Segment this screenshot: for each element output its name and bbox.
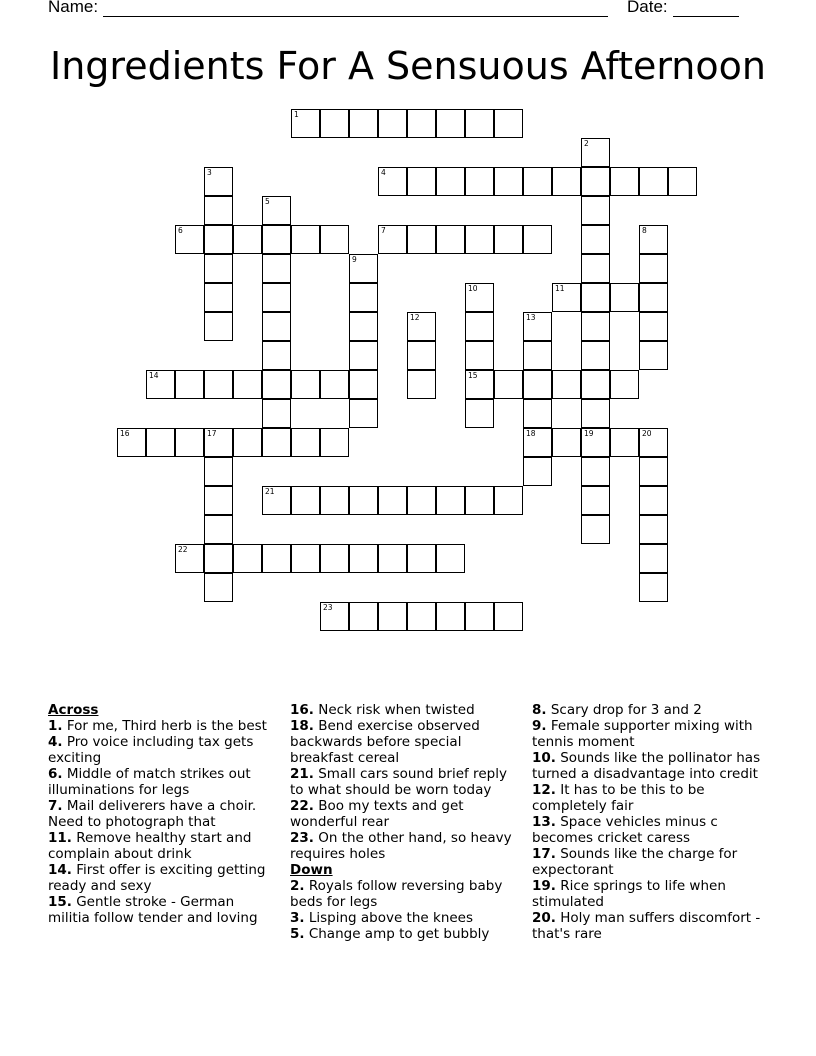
grid-cell[interactable] (291, 428, 320, 457)
grid-cell[interactable] (494, 225, 523, 254)
grid-cell[interactable] (523, 370, 552, 399)
grid-cell[interactable] (204, 544, 233, 573)
clue-number: 19 (584, 429, 594, 438)
clue-item-number: 8. (532, 702, 547, 718)
grid-cell[interactable] (407, 225, 436, 254)
grid-cell[interactable] (465, 486, 494, 515)
clue-item-text: Mail deliverers have a choir. Need to photograph that (48, 798, 257, 830)
clue-item-number: 19. (532, 878, 556, 894)
grid-cell[interactable] (407, 167, 436, 196)
grid-cell[interactable] (204, 486, 233, 515)
grid-cell[interactable] (349, 544, 378, 573)
clue-item-number: 18. (290, 718, 314, 734)
grid-cell[interactable] (146, 428, 175, 457)
grid-cell[interactable] (436, 167, 465, 196)
grid-cell[interactable] (465, 341, 494, 370)
grid-cell[interactable] (407, 109, 436, 138)
grid-cell[interactable] (320, 602, 349, 631)
grid-cell[interactable] (523, 312, 552, 341)
grid-cell[interactable] (436, 544, 465, 573)
grid-cell[interactable] (233, 370, 262, 399)
grid-cell[interactable] (639, 283, 668, 312)
clue-number: 23 (323, 603, 333, 612)
clue-item (48, 734, 278, 766)
clue-item-text: It has to be this to be completely fair (532, 782, 705, 814)
clue-item-number: 5. (290, 926, 305, 942)
grid-cell[interactable] (581, 370, 610, 399)
grid-cell[interactable] (581, 399, 610, 428)
grid-cell[interactable] (349, 312, 378, 341)
grid-cell[interactable] (639, 312, 668, 341)
grid-cell[interactable] (639, 225, 668, 254)
grid-cell[interactable] (349, 109, 378, 138)
clue-number: 3 (207, 168, 212, 177)
clue-item-text: First offer is exciting getting ready and sexy (48, 862, 266, 894)
grid-cell[interactable] (320, 544, 349, 573)
grid-cell[interactable] (291, 225, 320, 254)
grid-cell[interactable] (610, 167, 639, 196)
grid-cell[interactable] (610, 283, 639, 312)
grid-cell[interactable] (291, 370, 320, 399)
grid-cell[interactable] (639, 515, 668, 544)
grid-cell[interactable] (262, 486, 291, 515)
grid-cell[interactable] (262, 254, 291, 283)
grid-cell[interactable] (204, 254, 233, 283)
grid-cell[interactable] (320, 225, 349, 254)
date-label: Date: (627, 0, 668, 16)
clue-item-number: 17. (532, 846, 556, 862)
grid-cell[interactable] (581, 515, 610, 544)
grid-cell[interactable] (262, 196, 291, 225)
clue-item-text: On the other hand, so heavy requires holes (290, 830, 512, 862)
clues-section (0, 702, 816, 1032)
clue-item-text: Lisping above the knees (308, 910, 474, 926)
grid-cell[interactable] (204, 196, 233, 225)
grid-cell[interactable] (204, 312, 233, 341)
grid-cell[interactable] (262, 428, 291, 457)
clue-item (532, 702, 764, 718)
grid-cell[interactable] (146, 370, 175, 399)
grid-cell[interactable] (523, 341, 552, 370)
grid-cell[interactable] (407, 486, 436, 515)
grid-cell[interactable] (349, 341, 378, 370)
clue-item (290, 766, 522, 798)
grid-cell[interactable] (378, 109, 407, 138)
grid-cell[interactable] (552, 283, 581, 312)
grid-cell[interactable] (407, 602, 436, 631)
clue-item-number: 11. (48, 830, 72, 846)
grid-cell[interactable] (204, 457, 233, 486)
grid-cell[interactable] (233, 544, 262, 573)
clue-number: 21 (265, 487, 275, 496)
grid-cell[interactable] (581, 283, 610, 312)
clue-item-text: Middle of match strikes out illuminations for legs (48, 766, 251, 798)
grid-cell[interactable] (581, 138, 610, 167)
clue-item (290, 718, 522, 766)
clue-item-text: Change amp to get bubbly (308, 926, 490, 942)
grid-cell[interactable] (639, 486, 668, 515)
clue-number: 13 (526, 313, 536, 322)
clue-item (532, 718, 764, 750)
clue-item (48, 798, 278, 830)
grid-cell[interactable] (465, 109, 494, 138)
grid-cell[interactable] (117, 428, 146, 457)
grid-cell[interactable] (581, 225, 610, 254)
clue-number: 9 (352, 255, 357, 264)
clue-number: 2 (584, 139, 589, 148)
clue-item-number: 22. (290, 798, 314, 814)
across-heading: Across (48, 702, 99, 718)
grid-cell[interactable] (639, 573, 668, 602)
grid-cell[interactable] (233, 428, 262, 457)
grid-cell[interactable] (262, 341, 291, 370)
clue-item-number: 12. (532, 782, 556, 798)
grid-cell[interactable] (349, 399, 378, 428)
grid-cell[interactable] (175, 370, 204, 399)
clue-item-number: 2. (290, 878, 305, 894)
grid-cell[interactable] (175, 428, 204, 457)
clue-item-text: Holy man suffers discomfort - that's rare (532, 910, 761, 942)
clue-item (290, 926, 522, 942)
name-label: Name: (48, 0, 99, 16)
clue-item (48, 718, 278, 734)
clue-item-number: 3. (290, 910, 305, 926)
grid-cell[interactable] (639, 254, 668, 283)
clue-number: 10 (468, 284, 478, 293)
grid-cell[interactable] (407, 370, 436, 399)
clue-item-text: Pro voice including tax gets exciting (48, 734, 254, 766)
clue-item-text: Royals follow reversing baby beds for legs (290, 878, 503, 910)
clue-item-number: 1. (48, 718, 63, 734)
clue-number: 15 (468, 371, 478, 380)
clue-item (48, 862, 278, 894)
clue-number: 6 (178, 226, 183, 235)
clue-item-number: 7. (48, 798, 63, 814)
clue-item (290, 702, 522, 718)
grid-cell[interactable] (523, 399, 552, 428)
clue-item-text: Boo my texts and get wonderful rear (290, 798, 464, 830)
clue-item (290, 830, 522, 862)
clue-item (532, 878, 764, 910)
grid-cell[interactable] (436, 109, 465, 138)
clue-item-number: 9. (532, 718, 547, 734)
clue-number: 4 (381, 168, 386, 177)
grid-cell[interactable] (378, 602, 407, 631)
grid-cell[interactable] (494, 370, 523, 399)
grid-cell[interactable] (291, 486, 320, 515)
clue-number: 7 (381, 226, 386, 235)
clue-item-number: 20. (532, 910, 556, 926)
grid-cell[interactable] (320, 428, 349, 457)
clue-item-number: 4. (48, 734, 63, 750)
grid-cell[interactable] (552, 370, 581, 399)
grid-cell[interactable] (320, 486, 349, 515)
grid-cell[interactable] (552, 167, 581, 196)
clue-item (532, 750, 764, 782)
grid-cell[interactable] (175, 544, 204, 573)
grid-cell[interactable] (668, 167, 697, 196)
clue-item-text: Female supporter mixing with tennis moment (532, 718, 753, 750)
clue-item (290, 798, 522, 830)
grid-cell[interactable] (204, 428, 233, 457)
grid-cell[interactable] (639, 457, 668, 486)
clue-item-number: 15. (48, 894, 72, 910)
grid-cell[interactable] (581, 428, 610, 457)
down-heading: Down (290, 862, 333, 878)
grid-cell[interactable] (639, 341, 668, 370)
grid-cell[interactable] (378, 486, 407, 515)
clue-item-text: Bend exercise observed backwards before special breakfast cereal (290, 718, 480, 766)
clue-item-text: Scary drop for 3 and 2 (550, 702, 702, 718)
grid-cell[interactable] (494, 167, 523, 196)
grid-cell[interactable] (581, 254, 610, 283)
grid-cell[interactable] (378, 167, 407, 196)
clue-number: 16 (120, 429, 130, 438)
grid-cell[interactable] (291, 544, 320, 573)
grid-cell[interactable] (552, 428, 581, 457)
grid-cell[interactable] (581, 167, 610, 196)
clues-column-3 (532, 702, 764, 942)
grid-cell[interactable] (494, 109, 523, 138)
grid-cell[interactable] (262, 283, 291, 312)
grid-cell[interactable] (262, 399, 291, 428)
grid-cell[interactable] (262, 370, 291, 399)
grid-cell[interactable] (465, 283, 494, 312)
grid-cell[interactable] (291, 109, 320, 138)
clue-item-text: Remove healthy start and complain about drink (48, 830, 252, 862)
clue-item-number: 6. (48, 766, 63, 782)
grid-cell[interactable] (523, 167, 552, 196)
clue-number: 1 (294, 110, 299, 119)
clue-item-number: 10. (532, 750, 556, 766)
clue-number: 20 (642, 429, 652, 438)
clue-item-text: Sounds like the charge for expectorant (532, 846, 738, 878)
grid-cell[interactable] (436, 602, 465, 631)
clue-item-text: Neck risk when twisted (318, 702, 475, 718)
grid-cell[interactable] (465, 370, 494, 399)
clue-item-text: Sounds like the pollinator has turned a disadvantage into credit (532, 750, 761, 782)
grid-cell[interactable] (349, 602, 378, 631)
grid-cell[interactable] (262, 544, 291, 573)
grid-cell[interactable] (465, 312, 494, 341)
grid-cell[interactable] (581, 341, 610, 370)
grid-cell[interactable] (494, 602, 523, 631)
clue-item-number: 23. (290, 830, 314, 846)
grid-cell[interactable] (465, 167, 494, 196)
grid-cell[interactable] (407, 544, 436, 573)
clue-number: 18 (526, 429, 536, 438)
clue-item (48, 766, 278, 798)
grid-cell[interactable] (407, 341, 436, 370)
clue-number: 8 (642, 226, 647, 235)
grid-cell[interactable] (204, 515, 233, 544)
grid-cell[interactable] (233, 225, 262, 254)
clue-item-text: Small cars sound brief reply to what should be worn today (290, 766, 507, 798)
clue-number: 11 (555, 284, 565, 293)
clue-item-text: Gentle stroke - German militia follow tender and loving (48, 894, 258, 926)
clue-item (290, 910, 522, 926)
grid-cell[interactable] (581, 457, 610, 486)
clue-number: 17 (207, 429, 217, 438)
grid-cell[interactable] (320, 370, 349, 399)
grid-cell[interactable] (175, 225, 204, 254)
grid-cell[interactable] (639, 544, 668, 573)
clue-item (532, 782, 764, 814)
grid-cell[interactable] (349, 283, 378, 312)
clue-item-number: 21. (290, 766, 314, 782)
grid-cell[interactable] (204, 225, 233, 254)
grid-cell[interactable] (349, 486, 378, 515)
clue-number: 22 (178, 545, 188, 554)
grid-cell[interactable] (204, 370, 233, 399)
clue-item (532, 846, 764, 878)
grid-cell[interactable] (407, 312, 436, 341)
clue-item-text: Space vehicles minus c becomes cricket caress (532, 814, 718, 846)
grid-cell[interactable] (639, 167, 668, 196)
clue-number: 14 (149, 371, 159, 380)
grid-cell[interactable] (494, 486, 523, 515)
clues-column-1 (48, 702, 278, 926)
grid-cell[interactable] (523, 457, 552, 486)
grid-cell[interactable] (639, 428, 668, 457)
grid-cell[interactable] (523, 225, 552, 254)
grid-cell[interactable] (204, 167, 233, 196)
clue-number: 5 (265, 197, 270, 206)
grid-cell[interactable] (610, 428, 639, 457)
grid-cell[interactable] (262, 225, 291, 254)
clue-item (290, 878, 522, 910)
grid-cell[interactable] (204, 573, 233, 602)
grid-cell[interactable] (349, 370, 378, 399)
grid-cell[interactable] (262, 312, 291, 341)
clues-column-2 (290, 702, 522, 942)
grid-cell[interactable] (610, 370, 639, 399)
grid-cell[interactable] (204, 283, 233, 312)
clue-item-text: For me, Third herb is the best (66, 718, 267, 734)
grid-cell[interactable] (349, 254, 378, 283)
grid-cell[interactable] (581, 312, 610, 341)
clue-number: 12 (410, 313, 420, 322)
grid-cell[interactable] (581, 196, 610, 225)
grid-cell[interactable] (465, 399, 494, 428)
grid-cell[interactable] (378, 544, 407, 573)
grid-cell[interactable] (465, 225, 494, 254)
clue-item (532, 910, 764, 942)
clue-item-number: 16. (290, 702, 314, 718)
clue-item (48, 894, 278, 926)
grid-cell[interactable] (436, 225, 465, 254)
clue-item-number: 14. (48, 862, 72, 878)
grid-cell[interactable] (378, 225, 407, 254)
page-title: Ingredients For A Sensuous Afternoon (50, 44, 766, 88)
grid-cell[interactable] (581, 486, 610, 515)
clue-item (48, 830, 278, 862)
grid-cell[interactable] (523, 428, 552, 457)
clue-item (532, 814, 764, 846)
clue-item-text: Rice springs to life when stimulated (532, 878, 726, 910)
grid-cell[interactable] (465, 602, 494, 631)
grid-cell[interactable] (320, 109, 349, 138)
clue-item-number: 13. (532, 814, 556, 830)
grid-cell[interactable] (436, 486, 465, 515)
